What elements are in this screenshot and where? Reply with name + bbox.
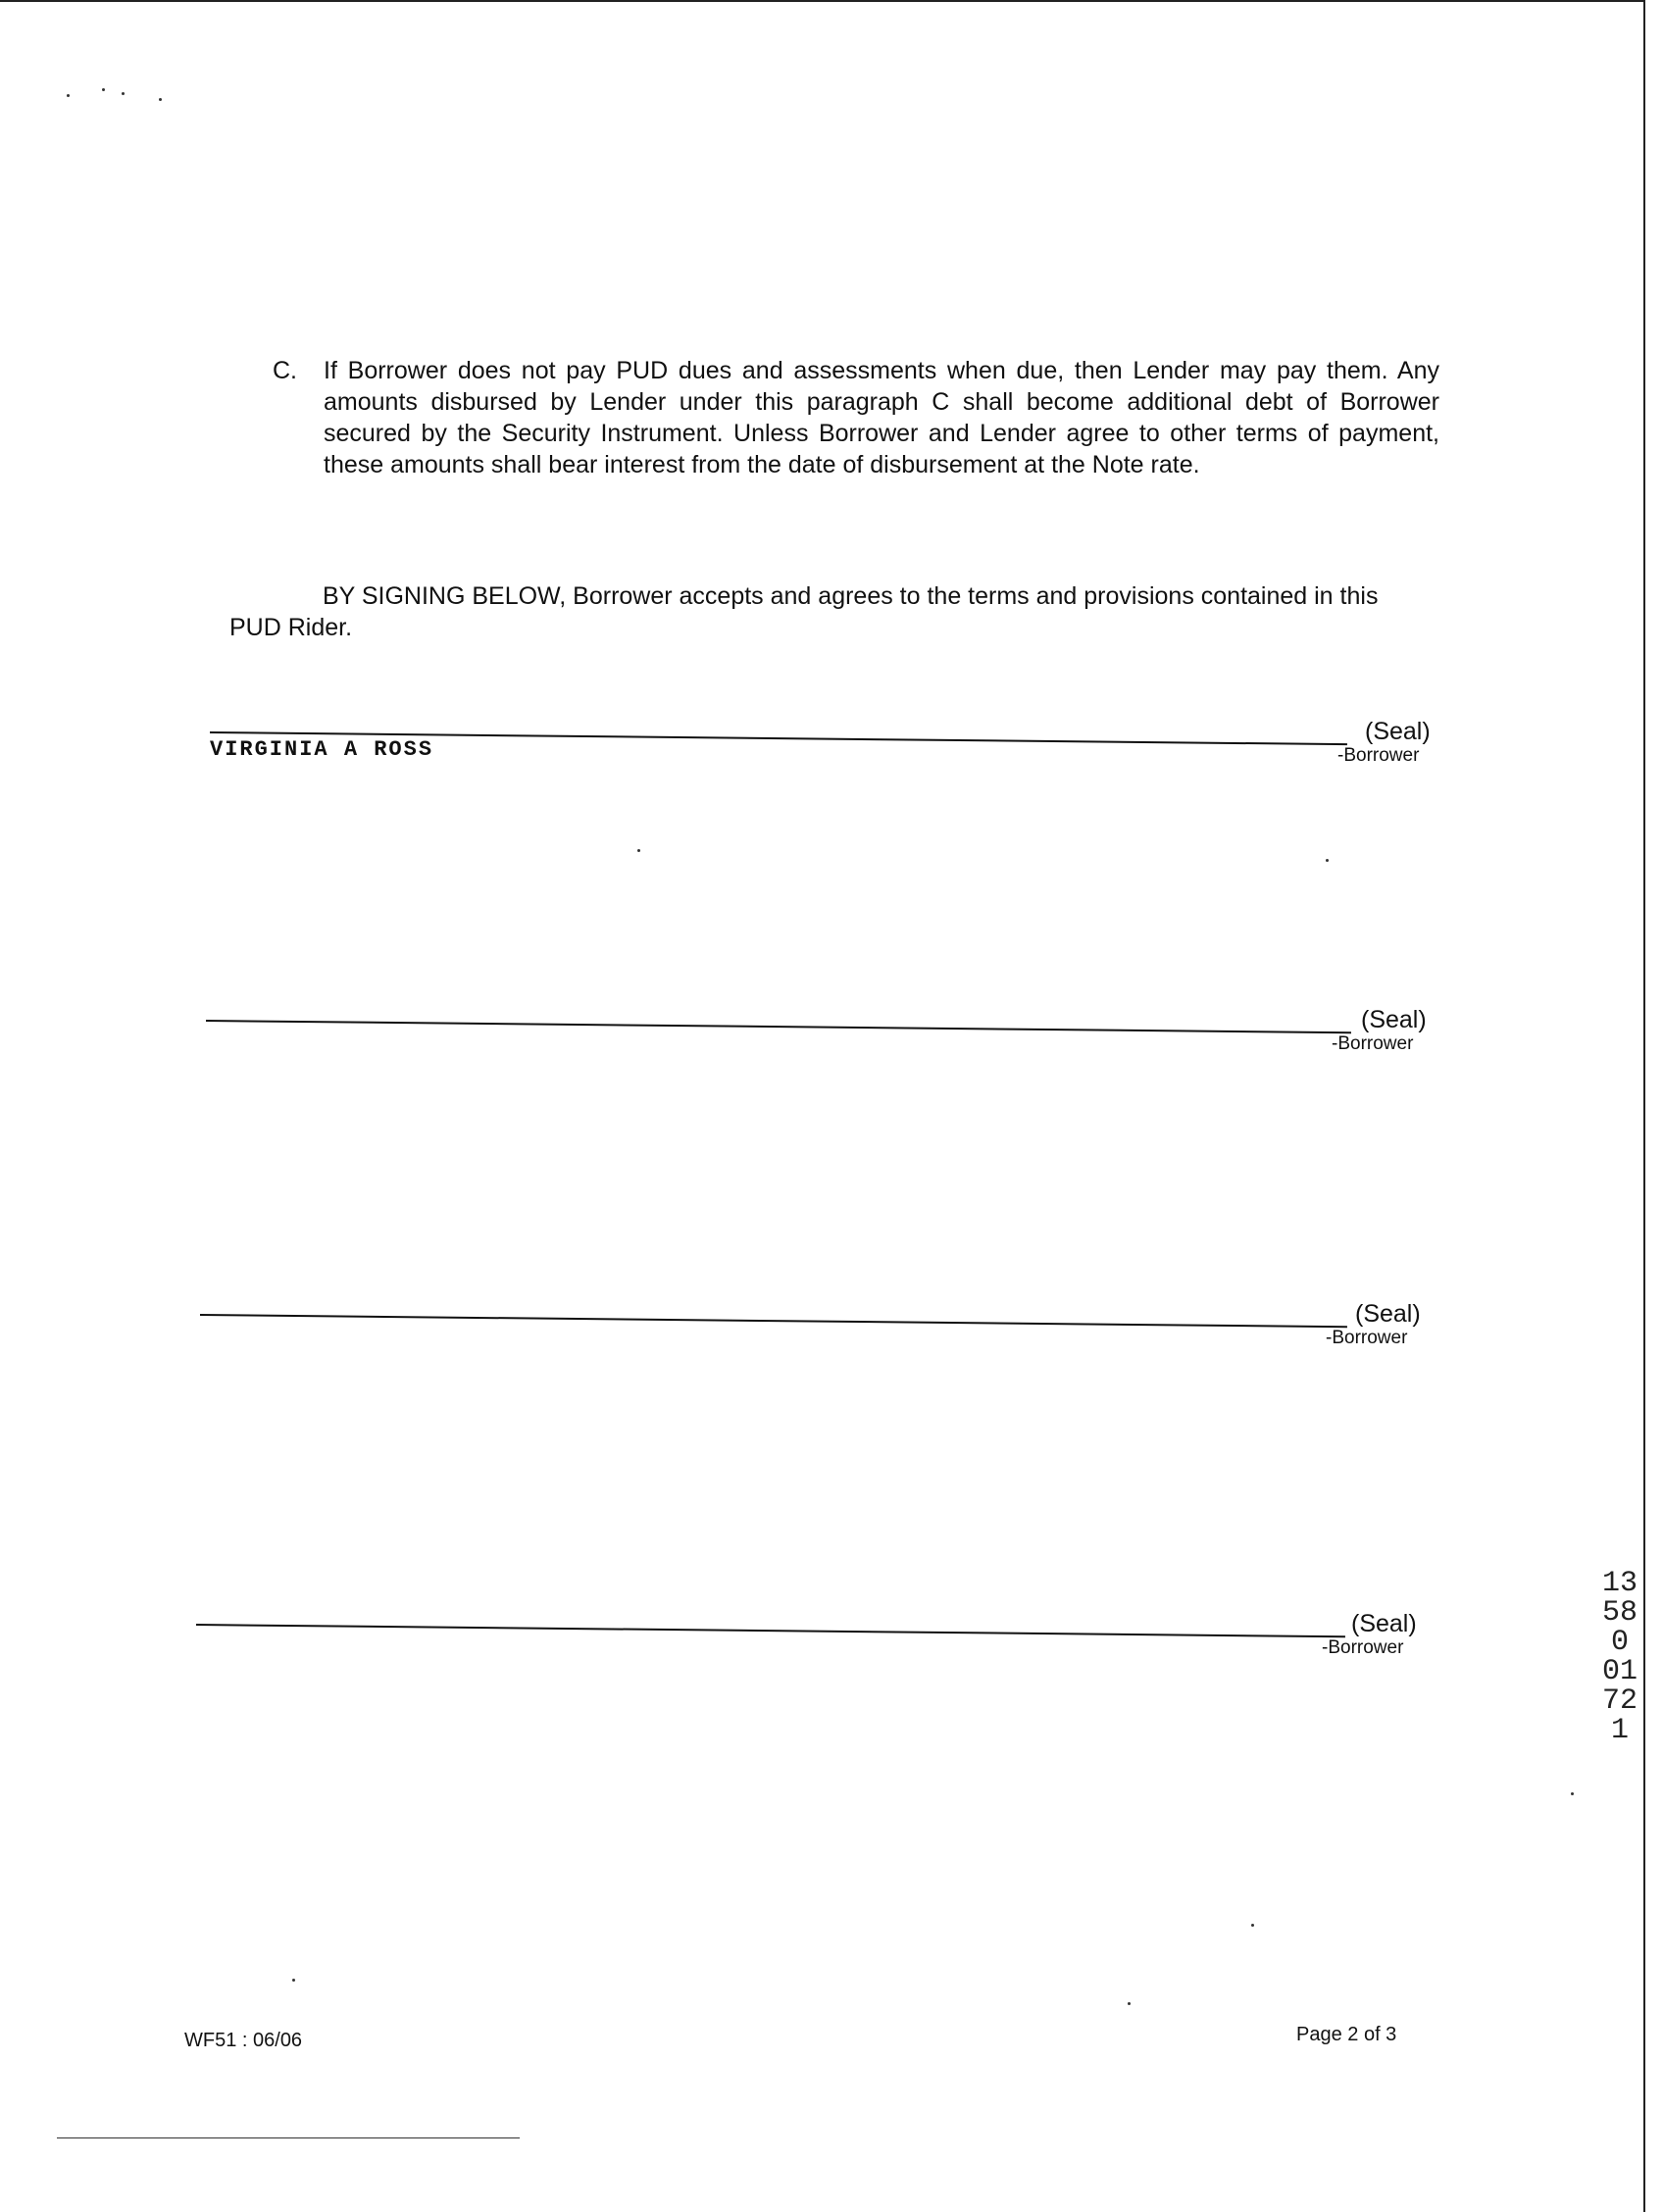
seal-label: (Seal) [1355, 1300, 1421, 1328]
scan-speck [1326, 859, 1329, 862]
signature-line[interactable] [196, 1624, 1345, 1637]
borrower-label: -Borrower [1337, 745, 1420, 766]
borrower-label: -Borrower [1332, 1033, 1414, 1054]
scan-speck [1571, 1792, 1574, 1795]
scan-speck [637, 849, 640, 852]
signing-statement: BY SIGNING BELOW, Borrower accepts and agrees to the terms and provisions contained in this PUD Rider. [229, 582, 1379, 641]
signature-line[interactable] [206, 1020, 1351, 1033]
borrower-name: VIRGINIA A ROSS [210, 737, 434, 762]
seal-label: (Seal) [1365, 718, 1431, 745]
paragraph-c-marker: C. [273, 357, 297, 384]
bottom-rule [57, 2137, 520, 2138]
scan-speck [122, 92, 125, 95]
seal-label: (Seal) [1351, 1610, 1417, 1637]
scan-speck [102, 88, 105, 91]
borrower-label: -Borrower [1326, 1328, 1408, 1348]
scan-speck [159, 98, 162, 101]
seal-label: (Seal) [1361, 1006, 1427, 1033]
signature-block-4 [196, 1610, 1432, 1673]
scan-speck [292, 1979, 295, 1982]
form-code: WF51 : 06/06 [184, 2030, 303, 2051]
signature-block-3 [200, 1300, 1436, 1363]
scan-speck [1128, 2002, 1131, 2005]
scan-speck [67, 94, 70, 97]
recording-number: 13580 01721 [1601, 1567, 1638, 1747]
scan-speck [1251, 1924, 1254, 1927]
signature-block-2 [206, 1006, 1441, 1069]
page-number: Page 2 of 3 [1296, 2024, 1397, 2045]
borrower-label: -Borrower [1322, 1637, 1404, 1658]
signature-line[interactable] [200, 1314, 1347, 1328]
signature-block-1 [210, 718, 1445, 780]
paragraph-c-text: If Borrower does not pay PUD dues and assessments when due, then Lender may pay them. Any amounts disbursed by Lender under this paragraph C shall become additional debt of Borrower secured by the Security Instrument. Unless Borrower and Lender agree to other terms of payment, these amounts shall bear interest from the date of disbursement at the Note rate. [324, 357, 1439, 478]
